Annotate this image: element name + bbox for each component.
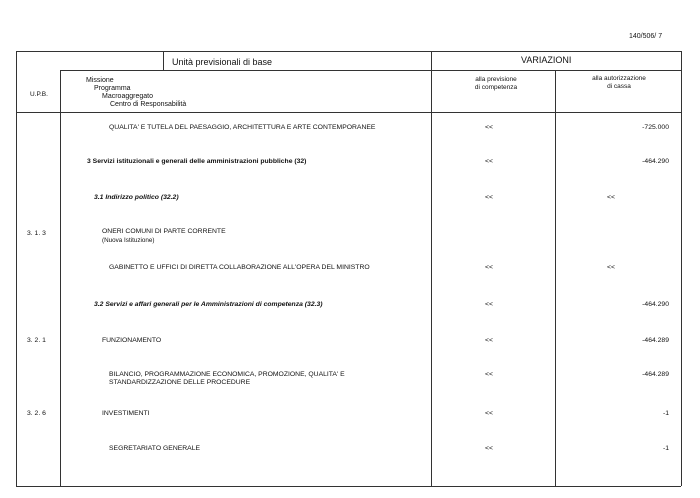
row-competenza: << — [485, 264, 493, 271]
row-competenza: << — [485, 124, 493, 131]
row-upb: 3. 1. 3 — [27, 230, 46, 237]
hierarchy-programma: Programma — [94, 85, 131, 92]
variazioni-title: VARIAZIONI — [521, 55, 572, 65]
row-cassa: -464.290 — [642, 301, 669, 308]
row-cassa: << — [607, 194, 615, 201]
row-upb: 3. 2. 6 — [27, 410, 46, 417]
header-tick — [163, 51, 164, 70]
page-reference: 140/506/ 7 — [629, 33, 663, 40]
row-competenza: << — [485, 301, 493, 308]
row-competenza: << — [485, 337, 493, 344]
hierarchy-centro: Centro di Responsabilità — [110, 101, 187, 108]
row-desc-cont: STANDARDIZZAZIONE DELLE PROCEDURE — [109, 379, 251, 386]
row-cassa: -464.289 — [642, 337, 669, 344]
competenza-line-1: alla previsione — [475, 76, 517, 83]
row-upb: 3. 2. 1 — [27, 337, 46, 344]
row-desc: INVESTIMENTI — [102, 410, 150, 417]
hierarchy-macroaggregato: Macroaggregato — [102, 93, 153, 100]
cassa-column-divider — [555, 70, 556, 486]
row-competenza: << — [485, 445, 493, 452]
row-cassa: -464.290 — [642, 158, 669, 165]
row-desc: FUNZIONAMENTO — [102, 337, 162, 344]
row-desc: SEGRETARIATO GENERALE — [109, 445, 201, 452]
header-divider — [60, 70, 681, 71]
hierarchy-missione: Missione — [86, 77, 114, 84]
row-desc: ONERI COMUNI DI PARTE CORRENTE — [102, 228, 226, 235]
row-cassa: -464.289 — [642, 371, 669, 378]
row-competenza: << — [485, 371, 493, 378]
row-desc: BILANCIO, PROGRAMMAZIONE ECONOMICA, PROMOZIONE, QUALITA' E — [109, 371, 345, 378]
competenza-line-2: di competenza — [474, 83, 518, 91]
row-cassa: -1 — [662, 410, 669, 417]
row-desc: 3 Servizi istituzionali e generali delle amministrazioni pubbliche (32) — [87, 158, 307, 165]
row-competenza: << — [485, 410, 493, 417]
row-cassa: -1 — [662, 445, 669, 452]
unita-previsionali-title: Unità previsionali di base — [172, 57, 273, 67]
cassa-line-1: alla autorizzazione — [592, 75, 646, 82]
row-cassa: << — [607, 264, 615, 271]
variazioni-column-divider — [431, 51, 432, 486]
table-top-border — [16, 51, 681, 52]
row-competenza: << — [485, 158, 493, 165]
table-right-border — [681, 51, 682, 486]
row-desc: 3.2 Servizi e affari generali per le Amministrazioni di competenza (32.3) — [94, 301, 323, 308]
row-competenza: << — [485, 194, 493, 201]
cassa-header — [576, 75, 662, 90]
upb-column-divider — [60, 70, 61, 486]
hierarchy-header — [86, 77, 186, 109]
row-cassa: -725.000 — [642, 124, 669, 131]
competenza-header — [456, 76, 536, 91]
table-left-border — [16, 51, 17, 486]
table-bottom-border — [16, 486, 681, 487]
header-bottom-border — [16, 112, 681, 113]
upb-header: U.P.B. — [30, 91, 48, 98]
row-desc: 3.1 Indirizzo politico (32.2) — [94, 194, 179, 201]
row-desc-note: (Nuova Istituzione) — [102, 237, 155, 244]
row-desc: GABINETTO E UFFICI DI DIRETTA COLLABORAZIONE ALL'OPERA DEL MINISTRO — [109, 264, 370, 271]
cassa-line-2: di cassa — [607, 82, 631, 90]
row-desc: QUALITA' E TUTELA DEL PAESAGGIO, ARCHITETTURA E ARTE CONTEMPORANEE — [109, 124, 376, 131]
